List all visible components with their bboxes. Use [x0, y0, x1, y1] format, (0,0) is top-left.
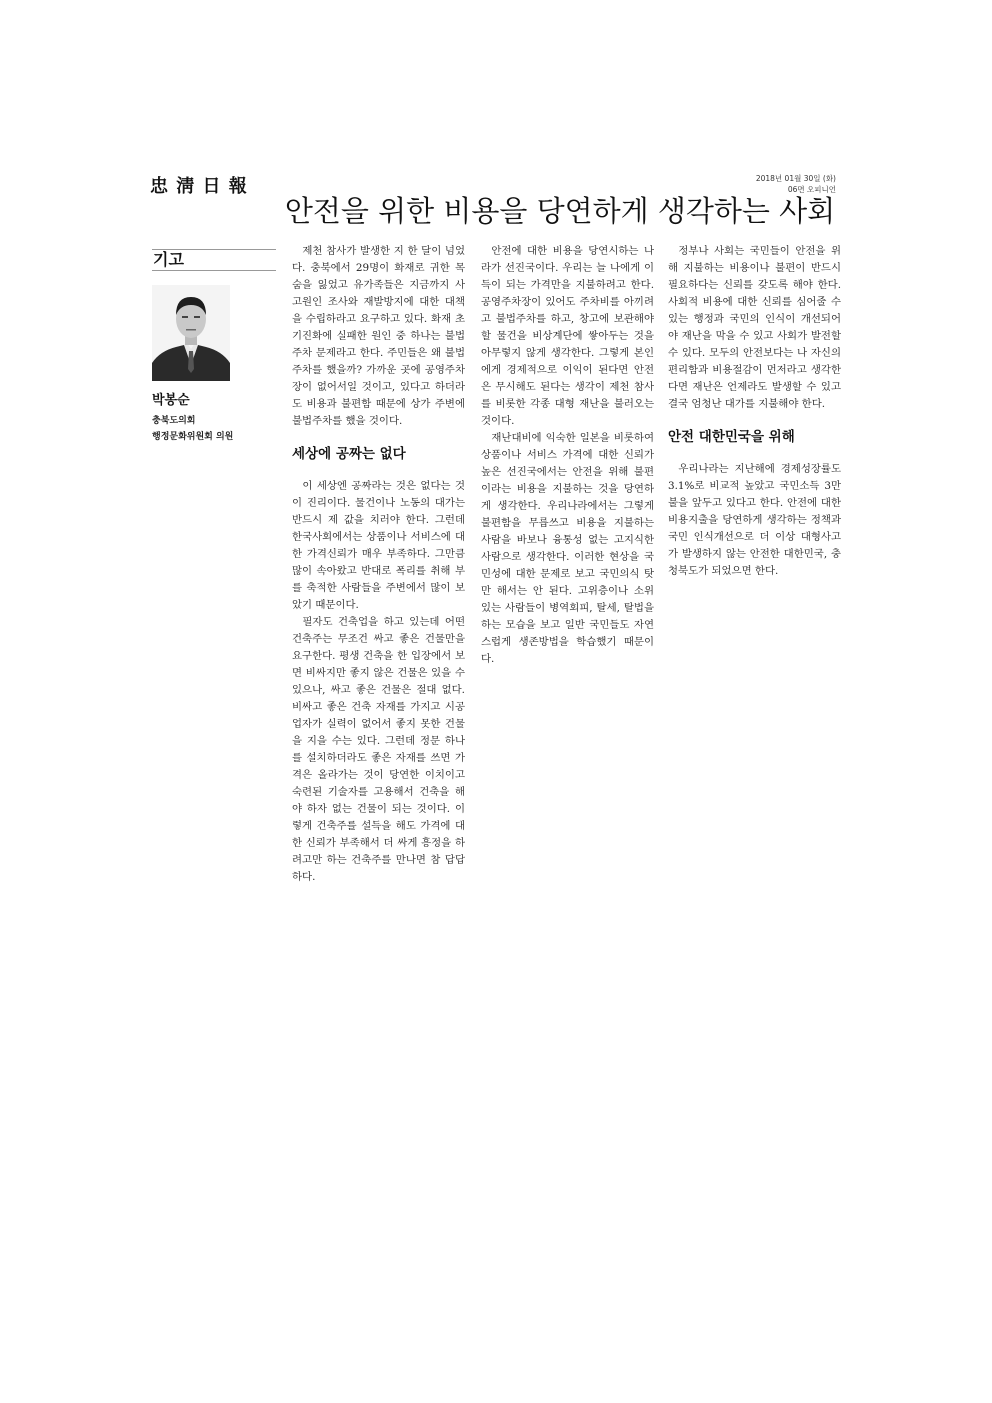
author-portrait-image — [152, 285, 230, 381]
article-paragraph: 재난대비에 익숙한 일본을 비롯하여 상품이나 서비스 가격에 대한 신뢰가 높은 선진국에서는 안전을 위해 불편이라는 비용을 지불하는 것을 당연하게 생각한다. 우리나라에서는 그렇게 불편함을 무릅쓰고 비용을 지불하는 사람을 바보나 융통성 없는 고지식한 사람으로 생각한다. 이러한 현상을 국민성에 대한 문제로 보고 국민의식 탓만 해서는 안 된다. 고위층이나 소위 있는 사람들이 병역회피, 탈세, 탈법을 하는 모습을 보고 일반 국민들도 자연스럽게 생존방법을 학습했기 때문이다. — [481, 432, 654, 665]
sidebar-divider-bottom — [152, 270, 276, 271]
newspaper-masthead: 忠 淸 日 報 — [150, 176, 248, 197]
page-section: 06면 오피니언 — [787, 185, 836, 194]
section-label: 기고 — [153, 250, 184, 269]
article-paragraph: 안전에 대한 비용을 당연시하는 나라가 선진국이다. 우리는 늘 나에게 이득이 되는 가격만을 지불하려고 한다. 공영주차장이 있어도 주차비를 아끼려고 불법주차를 하고, 창고에 보관해야 할 물건을 비상계단에 쌓아두는 것을 아무렇지 않게 생각한다. 그렇게 본인에게 경제적으로 이익이 된다면 안전은 무시해도 된다는 생각이 제천 참사를 비롯한 각종 대형 재난을 불러오는 것이다. — [481, 245, 654, 427]
affiliation-line-1: 충북도의회 — [152, 416, 196, 426]
publication-date: 2018년 01월 30일 (화) — [755, 174, 836, 183]
article-column-2 — [481, 243, 654, 743]
author-photo — [152, 285, 230, 381]
affiliation-line-2: 행정문화위원회 의원 — [152, 432, 234, 442]
article-paragraph: 정부나 사회는 국민들이 안전을 위해 지불하는 비용이나 불편이 반드시 필요하다는 신뢰를 갖도록 해야 한다. 사회적 비용에 대한 신뢰를 심어줄 수 있는 행정과 국민의 인식이 개선되어야 재난을 막을 수 있고 사회가 발전할 수 있다. 모두의 안전보다는 나 자신의 편리함과 비용절감이 먼저라고 생각한다면 재난은 언제라도 발생할 수 있고 결국 엄청난 대가를 지불해야 한다. — [668, 245, 841, 410]
article-column-1 — [292, 243, 465, 883]
article-paragraph: 이 세상엔 공짜라는 것은 없다는 것이 진리이다. 물건이나 노동의 대가는 반드시 제 값을 치러야 한다. 그런데 한국사회에서는 상품이나 서비스에 대한 가격신뢰가 매우 부족하다. 그만큼 많이 속아왔고 반대로 폭리를 취해 부를 축적한 사람들을 주변에서 많이 보았기 때문이다. — [292, 480, 465, 611]
article-subheading: 안전 대한민국을 위해 — [668, 429, 795, 445]
author-name: 박봉순 — [152, 393, 190, 408]
author-affiliation — [152, 413, 282, 445]
article-paragraph: 우리나라는 지난해에 경제성장률도 3.1%로 비교적 높았고 국민소득 3만 불을 앞두고 있다고 한다. 안전에 대한 비용지출을 당연하게 생각하는 정책과 국민 인식개선으로 더 이상 대형사고가 발생하지 않는 안전한 대한민국, 충청북도가 되었으면 한다. — [668, 463, 841, 577]
article-headline: 안전을 위한 비용을 당연하게 생각하는 사회 — [284, 194, 836, 228]
article-paragraph: 제천 참사가 발생한 지 한 달이 넘었다. 충북에서 29명이 화재로 귀한 목숨을 잃었고 유가족들은 지금까지 사고원인 조사와 재발방지에 대한 대책을 수립하라고 요구하고 있다. 화재 초기진화에 실패한 원인 중 하나는 불법주차 문제라고 한다. 주민들은 왜 불법주차를 했을까? 가까운 곳에 공영주차장이 없어서일 것이고, 있다고 하더라도 비용과 불편함 때문에 상가 주변에 불법주차를 했을 것이다. — [292, 245, 465, 427]
article-column-3 — [668, 243, 841, 743]
article-subheading: 세상에 공짜는 없다 — [292, 446, 406, 462]
article-paragraph: 필자도 건축업을 하고 있는데 어떤 건축주는 무조건 싸고 좋은 건물만을 요구한다. 평생 건축을 한 입장에서 보면 비싸지만 좋지 않은 건물은 있을 수 있으나, 싸고 좋은 건물은 절대 없다. 비싸고 좋은 건축 자재를 가지고 시공업자가 실력이 없어서 좋지 못한 건물을 지을 수는 있다. 그런데 정문 하나를 설치하더라도 좋은 자재를 쓰면 가격은 올라가는 것이 당연한 이치이고 숙련된 기술자를 고용해서 건축을 해야 하자 없는 건물이 되는 것이다. 이렇게 건축주를 설득을 해도 가격에 대한 신뢰가 부족해서 더 싸게 흥정을 하려고만 하는 건축주를 만나면 참 답답하다. — [292, 616, 465, 883]
